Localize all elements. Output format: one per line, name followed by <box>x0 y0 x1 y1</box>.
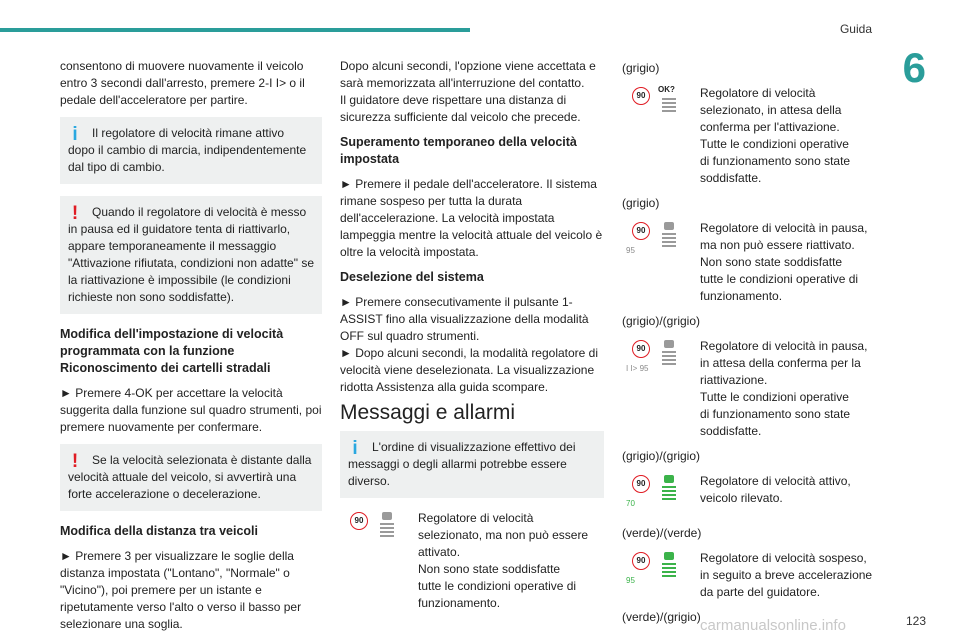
message-line: ma non può essere riattivato. <box>700 238 855 252</box>
warning-icon: ! <box>71 203 79 224</box>
warning-text: Quando il regolatore di velocità è messo in pausa ed il guidatore tenta di riattivarlo, appare temporaneamente il messaggio "Attivazione rifiutata, condizioni non adatte" se la riattivazione è impossibile (le condizioni richieste non sono soddisfatte). <box>68 205 314 304</box>
info-box <box>60 117 322 184</box>
color-caption: (grigio) <box>622 61 660 75</box>
message-text <box>418 510 588 612</box>
heading: Deselezione del sistema <box>340 270 484 284</box>
message-line: Regolatore di velocità in pausa, <box>700 221 868 235</box>
message-line: tutte le condizioni operative di <box>418 579 577 593</box>
message-entry <box>622 220 884 305</box>
speed-sign: 90 <box>350 512 368 530</box>
heading: Modifica della distanza tra veicoli <box>60 524 258 538</box>
paragraph: ► Premere consecutivamente il pulsante 1-ASSIST fino alla visualizzazione della modalità OFF sul quadro strumenti. <box>340 295 589 343</box>
paragraph: Dopo alcuni secondi, l'opzione viene accettata e sarà memorizzata all'interruzione del contatto. <box>340 59 596 90</box>
message-line: di funzionamento sono state <box>700 407 851 421</box>
car-lanes-icon <box>660 338 678 370</box>
message-entry <box>622 473 884 517</box>
warning-text: Se la velocità selezionata è distante dalla velocità attuale del veicolo, si avvertirà una forte accelerazione o decelerazione. <box>68 453 312 501</box>
header-bar <box>0 28 470 32</box>
message-text <box>700 85 850 187</box>
cruise-control-indicator-icon <box>340 510 418 554</box>
message-line: riattivazione. <box>700 373 768 387</box>
color-caption: (grigio) <box>622 196 660 210</box>
message-line: selezionato, in attesa della <box>700 103 842 117</box>
message-text <box>700 220 867 305</box>
set-speed-label: 95 <box>626 246 635 255</box>
paragraph: ► Premere il pedale dell'acceleratore. Il sistema rimane sospeso per tutta la durata dell'accelerazione. La velocità impostata lampeggia mentre la velocità attuale del veicolo è oltre la velocità impostata. <box>340 177 603 259</box>
speed-sign: 90 <box>632 87 650 105</box>
page-number: 123 <box>905 614 926 628</box>
message-entry <box>622 338 884 440</box>
message-entry <box>622 85 884 187</box>
cruise-control-indicator-icon <box>622 550 700 594</box>
watermark: carmanualsonline.info <box>700 617 846 634</box>
message-line: Tutte le condizioni operative <box>700 137 849 151</box>
color-caption: (verde)/(grigio) <box>622 610 701 624</box>
message-line: in seguito a breve accelerazione <box>700 568 873 582</box>
message-line: da parte del guidatore. <box>700 585 821 599</box>
info-icon: i <box>352 438 358 459</box>
paragraph: consentono di muovere nuovamente il veicolo entro 3 secondi dall'arresto, premere 2-I I> o il pedale dell'acceleratore per partire. <box>60 59 305 107</box>
message-line: veicolo rilevato. <box>700 491 783 505</box>
cruise-control-indicator-icon <box>622 220 700 264</box>
message-line: attivato. <box>418 545 461 559</box>
message-line: Regolatore di velocità in pausa, <box>700 339 868 353</box>
info-text: Il regolatore di velocità rimane attivo dopo il cambio di marcia, indipendentemente dal tipo di cambio. <box>68 126 307 174</box>
chapter-number: 6 <box>902 44 926 91</box>
column-1 <box>60 58 322 641</box>
paragraph: ► Premere 4-OK per accettare la velocità suggerita dalla funzione sul quadro strumenti, poi premere nuovamente per confermare. <box>60 386 322 434</box>
car-lanes-icon <box>660 220 678 252</box>
message-entry <box>622 550 884 601</box>
car-lanes-icon <box>378 510 396 542</box>
message-entry <box>340 510 604 612</box>
cruise-control-indicator-icon <box>622 338 700 382</box>
message-line: soddisfatte. <box>700 424 762 438</box>
speed-sign: 90 <box>632 340 650 358</box>
set-speed-label: I I> 95 <box>626 364 649 373</box>
message-text <box>700 338 867 440</box>
paragraph: ► Premere 3 per visualizzare le soglie della distanza impostata ("Lontano", "Normale" o "Vicino"), poi premere per un istante e ripetutamente verso l'alto o verso il basso per selezionare una soglia. <box>60 549 302 631</box>
message-line: Regolatore di velocità <box>418 511 534 525</box>
cruise-control-indicator-icon <box>622 85 700 129</box>
car-lanes-icon <box>660 473 678 505</box>
color-caption: (verde)/(verde) <box>622 526 702 540</box>
message-text <box>700 473 851 517</box>
color-caption: (grigio)/(grigio) <box>622 314 701 328</box>
message-line: Non sono state soddisfatte <box>700 255 843 269</box>
message-list <box>622 85 884 626</box>
heading: Modifica dell'impostazione di velocità programmata con la funzione Riconoscimento dei cartelli stradali <box>60 327 284 375</box>
section-heading: Messaggi e allarmi <box>340 401 516 424</box>
ok-badge: OK? <box>658 81 675 98</box>
message-line: Non sono state soddisfatte <box>418 562 561 576</box>
cruise-control-indicator-icon <box>622 473 700 517</box>
message-line: in attesa della conferma per la <box>700 356 861 370</box>
message-line: Tutte le condizioni operative <box>700 390 849 404</box>
message-line: tutte le condizioni operative di <box>700 272 859 286</box>
message-line: Regolatore di velocità sospeso, <box>700 551 867 565</box>
message-line: funzionamento. <box>418 596 501 610</box>
message-text <box>700 550 872 601</box>
section-title: Guida <box>839 22 872 36</box>
message-line: Regolatore di velocità attivo, <box>700 474 851 488</box>
warning-icon: ! <box>71 451 79 472</box>
message-line: soddisfatte. <box>700 171 762 185</box>
speed-sign: 90 <box>632 222 650 240</box>
message-line: funzionamento. <box>700 289 783 303</box>
column-3 <box>622 58 884 634</box>
speed-sign: 90 <box>632 475 650 493</box>
color-caption: (grigio)/(grigio) <box>622 449 701 463</box>
message-line: conferma per l'attivazione. <box>700 120 840 134</box>
speed-sign: 90 <box>632 552 650 570</box>
car-lanes-icon <box>660 550 678 582</box>
paragraph: Il guidatore deve rispettare una distanza di sicurezza sufficiente dal veicolo che precede. <box>340 93 581 124</box>
set-speed-label: 95 <box>626 576 635 585</box>
heading: Superamento temporaneo della velocità impostata <box>340 135 577 166</box>
set-speed-label: 70 <box>626 499 635 508</box>
warning-box <box>60 444 322 511</box>
message-line: Regolatore di velocità <box>700 86 816 100</box>
message-line: di funzionamento sono state <box>700 154 851 168</box>
info-text: L'ordine di visualizzazione effettivo dei messaggi o degli allarmi potrebbe essere diverso. <box>348 440 576 488</box>
column-2 <box>340 58 604 620</box>
info-icon: i <box>72 124 78 145</box>
paragraph: ► Dopo alcuni secondi, la modalità regolatore di velocità viene deselezionata. La visualizzazione ridotta Assistenza alla guida scompare. <box>340 346 599 394</box>
message-line: selezionato, ma non può essere <box>418 528 589 542</box>
warning-box <box>60 196 322 314</box>
info-box <box>340 431 604 498</box>
